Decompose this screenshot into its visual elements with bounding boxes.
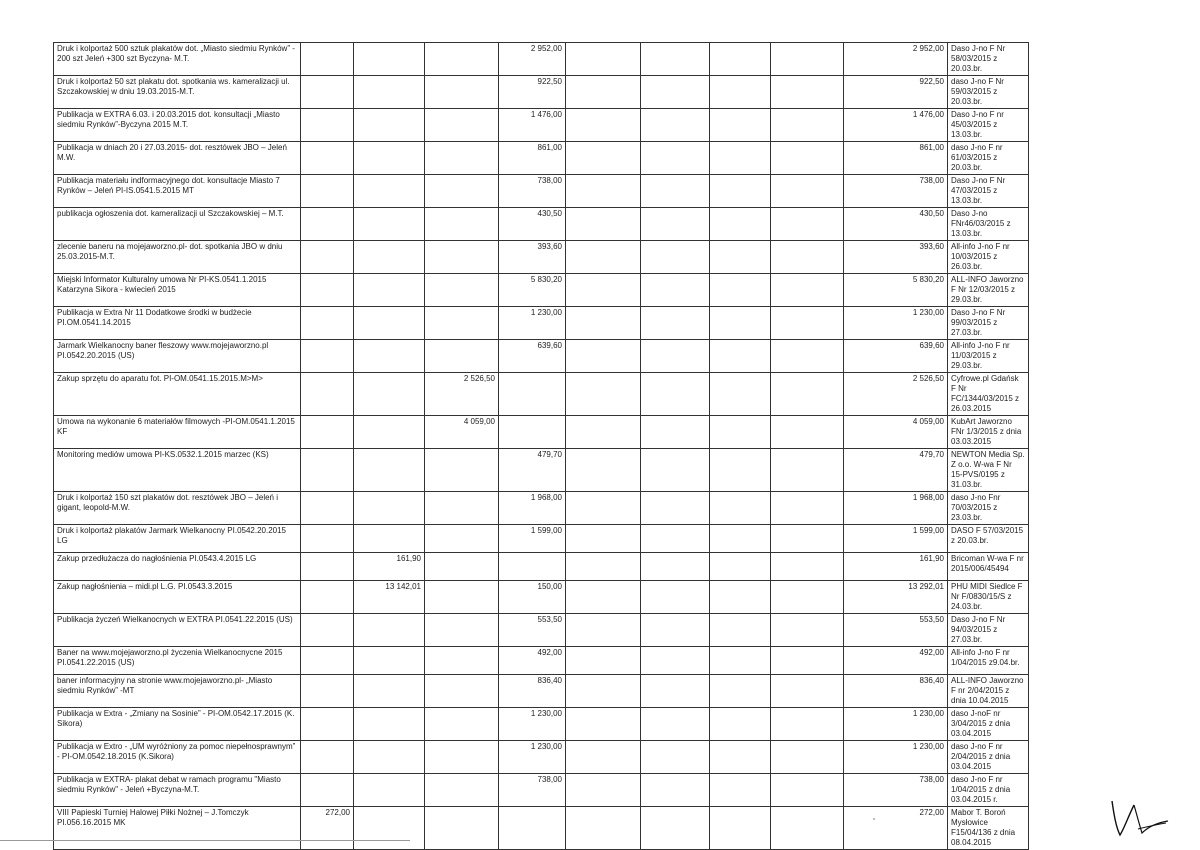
row-empty-cell	[771, 307, 844, 340]
row-amount-c6	[641, 109, 710, 142]
row-amount-c2	[354, 208, 425, 241]
row-amount-c3	[425, 274, 499, 307]
row-invoice: Daso J-no F Nr 94/03/2015 z 27.03.br.	[948, 614, 1029, 647]
scan-speck	[873, 818, 875, 820]
row-amount-c5	[566, 449, 641, 492]
row-description: Umowa na wykonanie 6 materiałów filmowych -PI-OM.0541.1.2015 KF	[54, 416, 301, 449]
table-row	[54, 708, 1169, 741]
row-amount-c6	[641, 647, 710, 675]
row-amount-c7	[710, 76, 771, 109]
row-total: 1 230,00	[844, 741, 948, 774]
row-amount-c7	[710, 647, 771, 675]
row-description: Zakup przedłużacza do nagłośnienia PI.0543.4.2015 LG	[54, 553, 301, 581]
row-amount-c4: 430,50	[499, 208, 566, 241]
row-total: 1 230,00	[844, 307, 948, 340]
row-amount-c3: 4 059,00	[425, 416, 499, 449]
row-amount-c4: 150,00	[499, 581, 566, 614]
row-amount-c6	[641, 525, 710, 553]
row-description: Publikacja w Extra - „Zmiany na Sosinie” - PI-OM.0542.17.2015 (K. Sikora)	[54, 708, 301, 741]
row-amount-c1	[301, 373, 354, 416]
row-amount-c7	[710, 241, 771, 274]
row-amount-c4	[499, 553, 566, 581]
row-amount-c7	[710, 614, 771, 647]
row-total: 1 968,00	[844, 492, 948, 525]
row-amount-c3	[425, 614, 499, 647]
row-invoice: PHU MIDI Siedlce F Nr F/0830/15/S z 24.03.br.	[948, 581, 1029, 614]
row-amount-c2: 161,90	[354, 553, 425, 581]
row-empty-cell	[771, 647, 844, 675]
row-amount-c4: 2 952,00	[499, 43, 566, 76]
row-amount-c6	[641, 307, 710, 340]
row-amount-c6	[641, 741, 710, 774]
row-amount-c3	[425, 449, 499, 492]
row-total: 430,50	[844, 208, 948, 241]
row-amount-c4	[499, 373, 566, 416]
row-amount-c6	[641, 807, 710, 850]
table-row	[54, 741, 1169, 774]
row-total: 2 952,00	[844, 43, 948, 76]
row-description: Publikacja w Extra Nr 11 Dodatkowe środki w budżecie PI.OM.0541.14.2015	[54, 307, 301, 340]
table-row	[54, 581, 1169, 614]
row-total: 272,00	[844, 807, 948, 850]
row-amount-c6	[641, 449, 710, 492]
row-amount-c5	[566, 241, 641, 274]
signature	[1090, 783, 1170, 843]
row-amount-c1	[301, 76, 354, 109]
table-row	[54, 142, 1169, 175]
row-description: zlecenie baneru na mojejaworzno.pl- dot. spotkania JBO w dniu 25.03.2015-M.T.	[54, 241, 301, 274]
row-amount-c4: 1 476,00	[499, 109, 566, 142]
row-total: 492,00	[844, 647, 948, 675]
row-amount-c3	[425, 807, 499, 850]
row-empty-cell	[771, 708, 844, 741]
row-empty-cell	[771, 449, 844, 492]
row-total: 861,00	[844, 142, 948, 175]
row-amount-c4: 738,00	[499, 774, 566, 807]
expense-table	[53, 42, 1169, 850]
row-description: baner informacyjny na stronie www.mojejaworzno.pl- „Miasto siedmiu Rynków” -MT	[54, 675, 301, 708]
row-amount-c2	[354, 241, 425, 274]
row-amount-c5	[566, 109, 641, 142]
row-amount-c2	[354, 741, 425, 774]
row-amount-c6	[641, 708, 710, 741]
row-amount-c3	[425, 708, 499, 741]
row-description: Druk i kolportaż 50 szt plakatu dot. spotkania ws. kameralizacji ul. Szczakowskiej w dniu 19.03.2015-M.T.	[54, 76, 301, 109]
row-description: Zakup nagłośnienia – midi.pl L.G. PI.0543.3.2015	[54, 581, 301, 614]
row-amount-c4	[499, 416, 566, 449]
row-amount-c2	[354, 142, 425, 175]
row-invoice: daso J-no Fnr 70/03/2015 z 23.03.br.	[948, 492, 1029, 525]
row-amount-c7	[710, 741, 771, 774]
row-amount-c4: 553,50	[499, 614, 566, 647]
row-amount-c3	[425, 340, 499, 373]
row-invoice: Daso J-no F Nr 58/03/2015 z 20.03.br.	[948, 43, 1029, 76]
row-amount-c3	[425, 76, 499, 109]
table-row	[54, 807, 1169, 850]
row-amount-c7	[710, 274, 771, 307]
row-description: Publikacja w dniach 20 i 27.03.2015- dot. resztówek JBO – Jeleń M.W.	[54, 142, 301, 175]
row-amount-c4: 393,60	[499, 241, 566, 274]
row-amount-c5	[566, 274, 641, 307]
table-row	[54, 614, 1169, 647]
table-row	[54, 774, 1169, 807]
row-amount-c1	[301, 708, 354, 741]
table-row	[54, 241, 1169, 274]
row-amount-c6	[641, 175, 710, 208]
row-amount-c4: 479,70	[499, 449, 566, 492]
row-amount-c5	[566, 373, 641, 416]
row-amount-c4: 738,00	[499, 175, 566, 208]
row-invoice: daso J-noF nr 3/04/2015 z dnia 03.04.2015	[948, 708, 1029, 741]
row-amount-c4: 836,40	[499, 675, 566, 708]
row-amount-c2	[354, 675, 425, 708]
row-total: 738,00	[844, 175, 948, 208]
row-amount-c6	[641, 492, 710, 525]
row-amount-c6	[641, 774, 710, 807]
row-amount-c2	[354, 109, 425, 142]
table-row	[54, 492, 1169, 525]
table-row	[54, 416, 1169, 449]
row-amount-c5	[566, 581, 641, 614]
row-amount-c1	[301, 109, 354, 142]
table-row	[54, 43, 1169, 76]
row-amount-c7	[710, 340, 771, 373]
row-invoice: daso J-no F Nr 59/03/2015 z 20.03.br.	[948, 76, 1029, 109]
row-amount-c3	[425, 43, 499, 76]
row-total: 5 830,20	[844, 274, 948, 307]
row-total: 393,60	[844, 241, 948, 274]
row-total: 1 476,00	[844, 109, 948, 142]
row-amount-c2	[354, 175, 425, 208]
row-amount-c1	[301, 340, 354, 373]
row-amount-c4	[499, 807, 566, 850]
row-description: Publikacja materiału indformacyjnego dot. konsultacje Miasto 7 Rynków – Jeleń PI-IS.0541.5.2015 MT	[54, 175, 301, 208]
table-row	[54, 208, 1169, 241]
row-amount-c2	[354, 774, 425, 807]
table-row	[54, 373, 1169, 416]
row-amount-c2	[354, 340, 425, 373]
row-amount-c6	[641, 274, 710, 307]
row-amount-c3	[425, 774, 499, 807]
row-empty-cell	[771, 142, 844, 175]
row-amount-c1	[301, 581, 354, 614]
row-amount-c6	[641, 373, 710, 416]
row-amount-c1	[301, 449, 354, 492]
row-amount-c3	[425, 553, 499, 581]
row-amount-c2	[354, 373, 425, 416]
row-amount-c7	[710, 492, 771, 525]
row-amount-c4: 1 968,00	[499, 492, 566, 525]
row-amount-c6	[641, 553, 710, 581]
row-amount-c5	[566, 675, 641, 708]
row-amount-c5	[566, 142, 641, 175]
row-amount-c1	[301, 142, 354, 175]
row-amount-c7	[710, 708, 771, 741]
row-amount-c5	[566, 76, 641, 109]
row-amount-c4: 922,50	[499, 76, 566, 109]
table-row	[54, 340, 1169, 373]
row-description: Druk i kolportaż 500 sztuk plakatów dot. „Miasto siedmiu Rynków” - 200 szt Jeleń +300 szt Byczyna- M.T.	[54, 43, 301, 76]
row-amount-c2	[354, 274, 425, 307]
row-empty-cell	[771, 525, 844, 553]
row-total: 2 526,50	[844, 373, 948, 416]
row-invoice: daso J-no F nr 61/03/2015 z 20.03.br.	[948, 142, 1029, 175]
row-amount-c7	[710, 373, 771, 416]
row-amount-c5	[566, 614, 641, 647]
row-amount-c7	[710, 525, 771, 553]
row-amount-c1	[301, 43, 354, 76]
row-amount-c3	[425, 175, 499, 208]
row-total: 1 599,00	[844, 525, 948, 553]
row-amount-c5	[566, 525, 641, 553]
row-total: 738,00	[844, 774, 948, 807]
row-amount-c5	[566, 741, 641, 774]
row-amount-c5	[566, 416, 641, 449]
row-amount-c7	[710, 581, 771, 614]
row-amount-c4: 1 599,00	[499, 525, 566, 553]
row-amount-c1	[301, 416, 354, 449]
table-row	[54, 553, 1169, 581]
row-amount-c4: 1 230,00	[499, 307, 566, 340]
table-row	[54, 525, 1169, 553]
row-amount-c2	[354, 492, 425, 525]
row-empty-cell	[771, 241, 844, 274]
row-amount-c7	[710, 175, 771, 208]
row-empty-cell	[771, 43, 844, 76]
row-amount-c2	[354, 647, 425, 675]
page-footer-rule	[0, 840, 410, 841]
row-amount-c7	[710, 416, 771, 449]
row-amount-c5	[566, 307, 641, 340]
row-empty-cell	[771, 492, 844, 525]
row-invoice: Daso J-no FNr46/03/2015 z 13.03.br.	[948, 208, 1029, 241]
row-total: 13 292,01	[844, 581, 948, 614]
row-empty-cell	[771, 614, 844, 647]
row-amount-c1	[301, 307, 354, 340]
row-amount-c1	[301, 241, 354, 274]
row-amount-c1	[301, 647, 354, 675]
row-amount-c5	[566, 492, 641, 525]
row-amount-c2	[354, 807, 425, 850]
row-amount-c5	[566, 647, 641, 675]
row-amount-c7	[710, 553, 771, 581]
row-amount-c5	[566, 774, 641, 807]
row-amount-c2	[354, 449, 425, 492]
row-description: Publikacja w Extro - „UM wyróżniony za pomoc niepełnosprawnym” - PI-OM.0542.18.2015 (K.Sikora)	[54, 741, 301, 774]
row-description: VIII Papieski Turniej Halowej Piłki Nożnej – J.Tomczyk PI.056.16.2015 MK	[54, 807, 301, 850]
row-amount-c2	[354, 614, 425, 647]
row-empty-cell	[771, 274, 844, 307]
row-amount-c6	[641, 142, 710, 175]
row-amount-c6	[641, 416, 710, 449]
row-amount-c5	[566, 340, 641, 373]
row-empty-cell	[771, 373, 844, 416]
row-amount-c6	[641, 581, 710, 614]
row-amount-c7	[710, 43, 771, 76]
row-amount-c6	[641, 76, 710, 109]
table-row	[54, 76, 1169, 109]
row-amount-c1: 272,00	[301, 807, 354, 850]
row-invoice: daso J-no F nr 1/04/2015 z dnia 03.04.2015 r.	[948, 774, 1029, 807]
row-amount-c7	[710, 109, 771, 142]
row-amount-c6	[641, 614, 710, 647]
row-amount-c2	[354, 416, 425, 449]
row-amount-c5	[566, 553, 641, 581]
row-amount-c7	[710, 307, 771, 340]
row-empty-cell	[771, 807, 844, 850]
row-amount-c2	[354, 76, 425, 109]
row-amount-c2	[354, 708, 425, 741]
ledger-sheet	[53, 42, 1169, 850]
row-amount-c3: 2 526,50	[425, 373, 499, 416]
row-invoice: All-info J-no F nr 11/03/2015 z 29.03.br.	[948, 340, 1029, 373]
row-total: 4 059,00	[844, 416, 948, 449]
row-amount-c4: 861,00	[499, 142, 566, 175]
row-invoice: Mabor T. Boroń Mysłowice F15/04/136 z dnia 08.04.2015	[948, 807, 1029, 850]
row-amount-c3	[425, 675, 499, 708]
table-row	[54, 109, 1169, 142]
row-amount-c5	[566, 175, 641, 208]
row-empty-cell	[771, 416, 844, 449]
table-row	[54, 175, 1169, 208]
row-amount-c6	[641, 43, 710, 76]
row-amount-c3	[425, 647, 499, 675]
row-amount-c1	[301, 741, 354, 774]
row-description: Publikacja życzeń Wielkanocnych w EXTRA PI.0541.22.2015 (US)	[54, 614, 301, 647]
row-amount-c1	[301, 208, 354, 241]
row-invoice: NEWTON Media Sp. Z o.o. W-wa F Nr 15-PVS/0195 z 31.03.br.	[948, 449, 1029, 492]
row-amount-c3	[425, 741, 499, 774]
row-amount-c1	[301, 774, 354, 807]
row-amount-c5	[566, 43, 641, 76]
row-invoice: DASO F 57/03/2015 z 20.03.br.	[948, 525, 1029, 553]
row-amount-c4: 639,60	[499, 340, 566, 373]
row-empty-cell	[771, 774, 844, 807]
row-total: 479,70	[844, 449, 948, 492]
row-total: 836,40	[844, 675, 948, 708]
row-amount-c4: 1 230,00	[499, 708, 566, 741]
row-invoice: Daso J-no F nr 45/03/2015 z 13.03.br.	[948, 109, 1029, 142]
row-amount-c6	[641, 675, 710, 708]
row-invoice: All-info J-no F nr 10/03/2015 z 26.03.br.	[948, 241, 1029, 274]
row-amount-c3	[425, 525, 499, 553]
row-total: 639,60	[844, 340, 948, 373]
row-amount-c2	[354, 525, 425, 553]
row-amount-c4: 492,00	[499, 647, 566, 675]
row-description: Miejski Informator Kulturalny umowa Nr PI-KS.0541.1.2015 Katarzyna Sikora - kwiecień 2015	[54, 274, 301, 307]
row-amount-c7	[710, 807, 771, 850]
row-total: 161,90	[844, 553, 948, 581]
table-row	[54, 675, 1169, 708]
row-amount-c3	[425, 208, 499, 241]
row-invoice: ALL-INFO Jaworzno F nr 2/04/2015 z dnia 10.04.2015	[948, 675, 1029, 708]
row-amount-c1	[301, 614, 354, 647]
row-amount-c7	[710, 208, 771, 241]
row-invoice: Bricoman W-wa F nr 2015/006/45494	[948, 553, 1029, 581]
row-amount-c6	[641, 241, 710, 274]
row-amount-c1	[301, 274, 354, 307]
row-amount-c7	[710, 449, 771, 492]
row-total: 922,50	[844, 76, 948, 109]
row-amount-c3	[425, 142, 499, 175]
row-empty-cell	[771, 741, 844, 774]
row-invoice: KubArt Jaworzno FNr 1/3/2015 z dnia 03.03.2015	[948, 416, 1029, 449]
row-amount-c6	[641, 208, 710, 241]
row-empty-cell	[771, 340, 844, 373]
row-total: 1 230,00	[844, 708, 948, 741]
row-amount-c1	[301, 492, 354, 525]
row-invoice: Daso J-no F Nr 99/03/2015 z 27.03.br.	[948, 307, 1029, 340]
table-body	[54, 43, 1169, 850]
row-amount-c2	[354, 43, 425, 76]
row-amount-c3	[425, 307, 499, 340]
row-amount-c3	[425, 492, 499, 525]
row-description: Baner na www.mojejaworzno.pl życzenia Wielkanocnycne 2015 PI.0541.22.2015 (US)	[54, 647, 301, 675]
row-amount-c5	[566, 708, 641, 741]
row-description: Publikacja w EXTRA 6.03. i 20.03.2015 dot. konsultacji „Miasto siedmiu Rynków”-Byczyna 2015 M.T.	[54, 109, 301, 142]
row-empty-cell	[771, 76, 844, 109]
row-description: Druk i kolportaż plakatów Jarmark Wielkanocny PI.0542.20.2015 LG	[54, 525, 301, 553]
row-empty-cell	[771, 109, 844, 142]
row-description: Publikacja w EXTRA- plakat debat w ramach programu "Miasto siedmiu Rynków" - Jeleń +Byczyna-M.T.	[54, 774, 301, 807]
row-amount-c6	[641, 340, 710, 373]
row-amount-c7	[710, 675, 771, 708]
table-row	[54, 274, 1169, 307]
row-invoice: ALL-INFO Jaworzno F Nr 12/03/2015 z 29.03.br.	[948, 274, 1029, 307]
table-row	[54, 647, 1169, 675]
row-amount-c7	[710, 142, 771, 175]
row-total: 553,50	[844, 614, 948, 647]
row-invoice: Daso J-no F Nr 47/03/2015 z 13.03.br.	[948, 175, 1029, 208]
row-amount-c5	[566, 807, 641, 850]
table-row	[54, 449, 1169, 492]
row-empty-cell	[771, 553, 844, 581]
table-row	[54, 307, 1169, 340]
row-amount-c3	[425, 581, 499, 614]
row-amount-c2: 13 142,01	[354, 581, 425, 614]
row-empty-cell	[771, 581, 844, 614]
row-amount-c1	[301, 525, 354, 553]
row-invoice: Cyfrowe.pl Gdańsk F Nr FC/1344/03/2015 z 26.03.2015	[948, 373, 1029, 416]
row-description: publikacja ogłoszenia dot. kameralizacji ul Szczakowskiej – M.T.	[54, 208, 301, 241]
row-amount-c3	[425, 241, 499, 274]
row-amount-c5	[566, 208, 641, 241]
row-empty-cell	[771, 675, 844, 708]
row-amount-c1	[301, 675, 354, 708]
row-amount-c1	[301, 175, 354, 208]
row-empty-cell	[771, 175, 844, 208]
row-description: Jarmark Wielkanocny baner fleszowy www.mojejaworzno.pl PI.0542.20.2015 (US)	[54, 340, 301, 373]
row-amount-c1	[301, 553, 354, 581]
row-amount-c2	[354, 307, 425, 340]
row-empty-cell	[771, 208, 844, 241]
row-description: Monitoring mediów umowa PI-KS.0532.1.2015 marzec (KS)	[54, 449, 301, 492]
row-description: Druk i kolportaż 150 szt plakatów dot. resztówek JBO – Jeleń i gigant, leopold-M.W.	[54, 492, 301, 525]
row-invoice: All-info J-no F nr 1/04/2015 z9.04.br.	[948, 647, 1029, 675]
row-amount-c4: 1 230,00	[499, 741, 566, 774]
row-invoice: daso J-no F nr 2/04/2015 z dnia 03.04.2015	[948, 741, 1029, 774]
row-amount-c3	[425, 109, 499, 142]
row-amount-c4: 5 830,20	[499, 274, 566, 307]
row-amount-c7	[710, 774, 771, 807]
row-description: Zakup sprzętu do aparatu fot. PI-OM.0541.15.2015.M>M>	[54, 373, 301, 416]
